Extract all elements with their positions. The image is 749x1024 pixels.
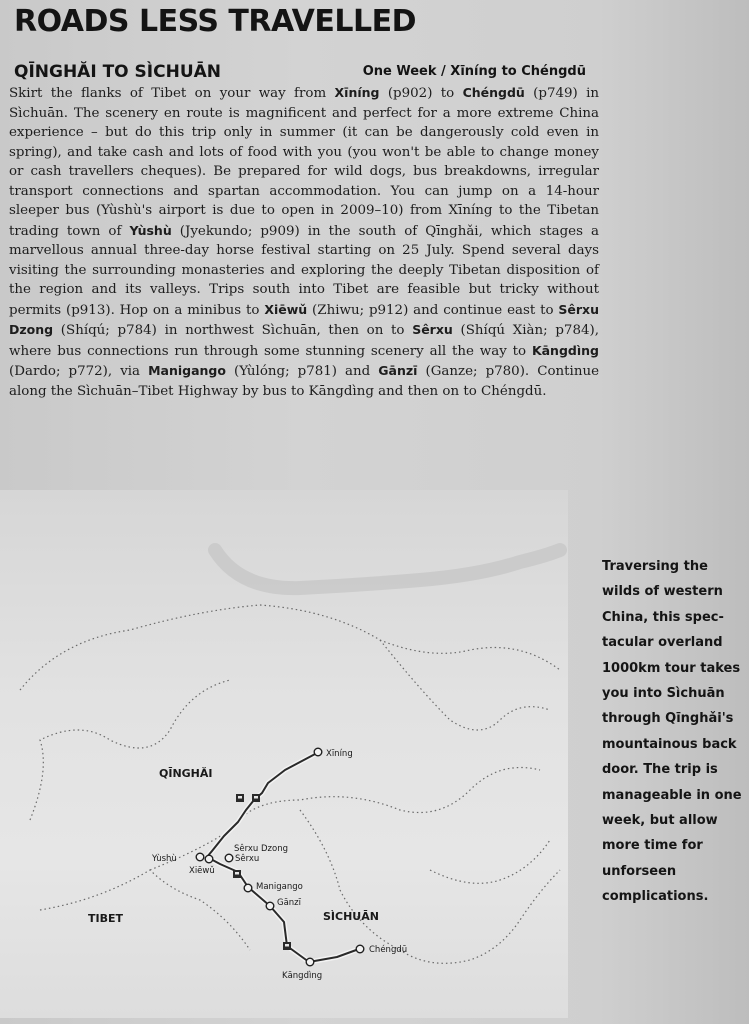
body-text-segment: (p902) to: [379, 86, 463, 101]
place-name: Manigango: [148, 363, 226, 378]
body-text-segment: (Shíqú Xiàn; p784), where bus connections run through some stunning scenery all the way to: [9, 323, 599, 359]
province-borders: [20, 605, 560, 963]
coastline-shadow: [215, 550, 560, 588]
town-label-serxu-dzong: Sêrxu Dzong: [234, 844, 289, 854]
region-label-sichuan: SÌCHUĀN: [323, 910, 379, 923]
place-name: Sêrxu: [412, 322, 453, 337]
caption-line: unforseen: [602, 863, 677, 879]
border-line: [380, 640, 550, 730]
caption-line: China, this spec-: [602, 609, 724, 625]
caption-line: more time for: [602, 838, 703, 854]
town-label-yushu: Yùshù: [152, 854, 177, 864]
map-caption: [602, 554, 747, 910]
place-name: Kāngdìng: [531, 342, 599, 358]
region-label-qinghai: QĪNGHĂI: [159, 767, 213, 780]
caption-line: week, but allow: [602, 813, 718, 829]
town-marker-yushu: [196, 853, 204, 861]
town-label-manigango: Manigango: [256, 882, 303, 892]
route-map-svg: [0, 490, 568, 1018]
border-line: [30, 680, 230, 820]
town-marker-xiewu: [205, 855, 213, 863]
route-description: [9, 83, 599, 401]
town-marker-ganzi: [266, 902, 274, 910]
place-name: Yùshù: [129, 222, 172, 238]
caption-line: mountainous back: [602, 736, 737, 752]
town-label-serxu: Sêrxu: [235, 854, 260, 864]
place-name: Xīníng: [334, 85, 380, 100]
caption-line: through Qīnghǎi's: [602, 711, 734, 727]
town-label-ganzi: Gānzī: [277, 898, 302, 908]
place-name: Gānzī: [378, 363, 418, 378]
caption-line: manageable in one: [602, 787, 742, 803]
route-map: [0, 490, 568, 1018]
border-line: [20, 605, 560, 690]
place-name: Sêrxu Dzong: [9, 301, 599, 337]
town-marker-manigango: [244, 884, 252, 892]
town-marker-serxu-dzong: [225, 854, 233, 862]
caption-line: Traversing the: [602, 559, 708, 574]
body-text-segment: (Zhiwu; p912) and continue east to: [307, 302, 559, 318]
caption-line: tacular overland: [602, 635, 723, 651]
bus-icon: [238, 796, 242, 799]
town-label-chengdu: Chéngdū: [369, 945, 408, 955]
body-text-segment: (p749) in Sìchuān. The scenery en route is magnificent and perfect for a more extreme China experience – but do this trip only in summer (it can be dangerously cold even in spring), and take cash and lots of food with you (you won't be able to change money or cash travellers cheques). Be prepared for wild dogs, bus breakdowns, irregular transport connections and spartan accommodation. You can jump on a 14-hour sleeper bus (Yùshù's airport is due to open in 2009–10) from Xīníng to the Tibetan trading town of: [9, 86, 599, 239]
town-label-xining: Xīníng: [326, 749, 353, 759]
place-name: Xiēwǔ: [264, 301, 308, 317]
route-duration-and-endpoints: One Week / Xīníng to Chéngdū: [362, 64, 586, 79]
caption-line: door. The trip is: [602, 762, 718, 778]
caption-line: complications.: [602, 889, 709, 905]
place-name: Chéngdū: [462, 85, 525, 100]
page-heading: ROADS LESS TRAVELLED: [14, 4, 416, 39]
caption-line: you into Sìchuān: [602, 686, 725, 702]
bus-icon: [254, 796, 258, 799]
town-marker-chengdu: [356, 945, 364, 953]
body-text-segment: (Ganze; p780). Continue along the Sìchuān–Tibet Highway by bus to Kāngdìng and then on to Chéngdū.: [9, 364, 600, 399]
body-text-segment: (Jyekundo; p909) in the south of Qīnghǎi, which stages a marvellous annual three-day horse festival starting on 25 July. Spend several days visiting the surrounding monasteries and exploring the deeply Tibetan disposition of the region and its valleys. Trips south into Tibet are feasible but tricky without permits (p913). Hop on a minibus to: [9, 223, 599, 318]
body-text-segment: (Dardo; p772), via: [9, 364, 149, 379]
caption-line: wilds of western: [602, 584, 723, 600]
bus-icon: [285, 944, 289, 947]
region-label-tibet: TIBET: [88, 912, 123, 925]
body-text-segment: Skirt the flanks of Tibet on your way from: [9, 86, 335, 101]
bus-icon: [235, 872, 239, 875]
border-line: [430, 840, 550, 883]
border-line: [300, 810, 560, 963]
town-label-kangding: Kāngdìng: [282, 971, 323, 981]
town-marker-kangding: [306, 958, 314, 966]
body-text-segment: (Yùlóng; p781) and: [225, 364, 379, 379]
town-marker-xining: [314, 748, 322, 756]
body-text-segment: (Shíqú; p784) in northwest Sìchuān, then on to: [53, 323, 413, 338]
caption-line: 1000km tour takes: [602, 660, 741, 676]
town-label-xiewu: Xiēwǔ: [189, 866, 215, 876]
route-header: [14, 62, 586, 84]
route-stops: [196, 748, 364, 966]
border-line: [40, 870, 250, 950]
route-title: QĪNGHĂI TO SÌCHUĀN: [14, 62, 222, 82]
